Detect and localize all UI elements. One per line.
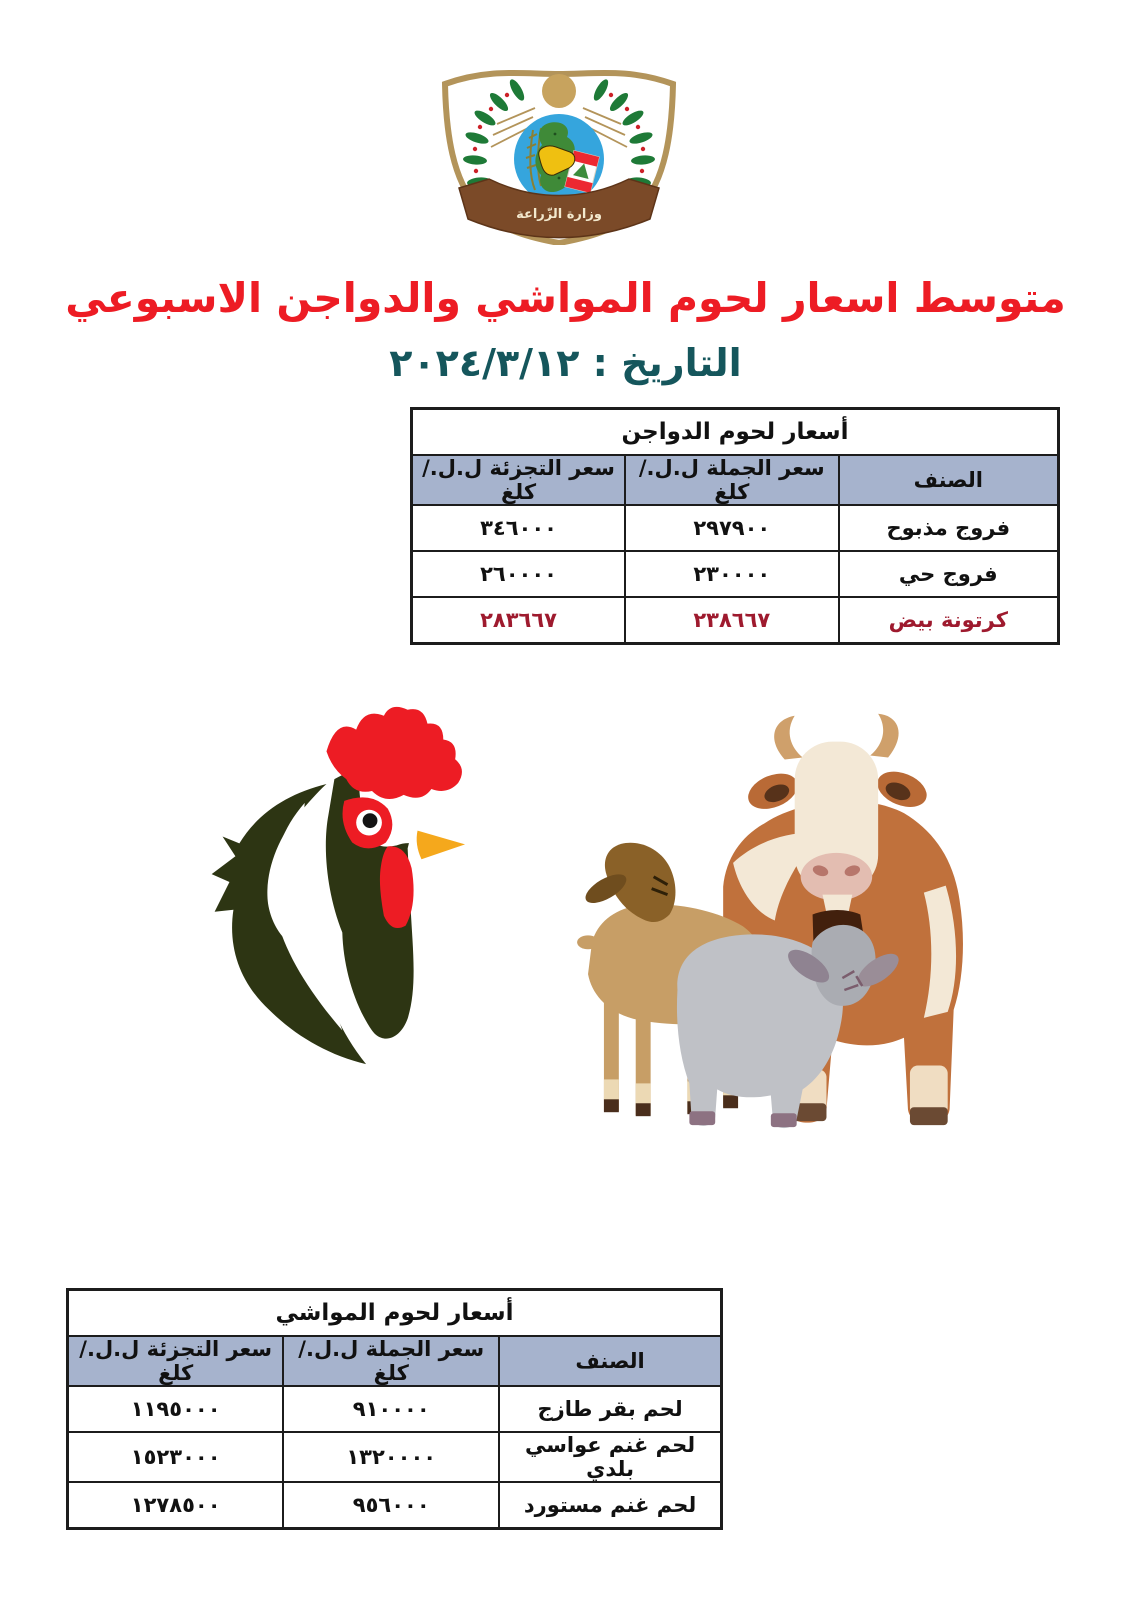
livestock-table-body xyxy=(68,1386,722,1529)
rooster-illustration xyxy=(178,698,470,1073)
item-cell: لحم غنم عواسي بلدي xyxy=(499,1432,721,1482)
col-header-wholesale: سعر الجملة ل.ل./كلغ xyxy=(283,1336,499,1386)
livestock-illustration xyxy=(528,682,966,1144)
col-header-retail: سعر التجزئة ل.ل./كلغ xyxy=(68,1336,284,1386)
poultry-table-title: أسعار لحوم الدواجن xyxy=(412,409,1059,456)
table-row xyxy=(68,1432,722,1482)
retail-cell: ١١٩٥٠٠٠ xyxy=(68,1386,284,1432)
rooster-icon xyxy=(178,698,470,1073)
rooster-eye xyxy=(363,813,378,828)
retail-cell: ١٥٢٣٠٠٠ xyxy=(68,1432,284,1482)
col-header-item: الصنف xyxy=(839,455,1059,505)
retail-cell: ١٢٧٨٥٠٠ xyxy=(68,1482,284,1529)
item-cell: لحم بقر طازج xyxy=(499,1386,721,1432)
wholesale-cell: ١٣٢٠٠٠٠ xyxy=(283,1432,499,1482)
table-row xyxy=(68,1482,722,1529)
poultry-title-row xyxy=(412,409,1059,456)
col-header-wholesale: سعر الجملة ل.ل./كلغ xyxy=(625,455,839,505)
item-cell: لحم غنم مستورد xyxy=(499,1482,721,1529)
retail-cell: ٣٤٦٠٠٠ xyxy=(412,505,626,551)
wholesale-cell: ٩١٠٠٠٠ xyxy=(283,1386,499,1432)
cow-goat-sheep-icon xyxy=(528,682,966,1144)
livestock-table-title: أسعار لحوم المواشي xyxy=(68,1290,722,1337)
wholesale-cell: ٢٣٨٦٦٧ xyxy=(625,597,839,644)
livestock-price-table xyxy=(66,1288,723,1530)
table-row xyxy=(412,597,1059,644)
wholesale-cell: ٢٣٠٠٠٠ xyxy=(625,551,839,597)
banner-text: وزارة الزّراعة xyxy=(516,207,602,222)
ministry-emblem-icon xyxy=(428,60,690,245)
rooster-beak xyxy=(417,831,465,860)
wholesale-cell: ٢٩٧٩٠٠ xyxy=(625,505,839,551)
poultry-price-table xyxy=(410,407,1060,645)
ministry-of-agriculture-emblem xyxy=(428,60,690,245)
livestock-title-row xyxy=(68,1290,722,1337)
livestock-header-row xyxy=(68,1336,722,1386)
wholesale-cell: ٩٥٦٠٠٠ xyxy=(283,1482,499,1529)
col-header-retail: سعر التجزئة ل.ل./كلغ xyxy=(412,455,626,505)
table-row xyxy=(412,505,1059,551)
sun-icon xyxy=(542,74,576,108)
item-cell: فروج حي xyxy=(839,551,1059,597)
retail-cell: ٢٦٠٠٠٠ xyxy=(412,551,626,597)
page-title: متوسط اسعار لحوم المواشي والدواجن الاسبوعي xyxy=(65,274,1066,322)
col-header-item: الصنف xyxy=(499,1336,721,1386)
item-cell: فروج مذبوح xyxy=(839,505,1059,551)
table-row xyxy=(412,551,1059,597)
item-cell: كرتونة بيض xyxy=(839,597,1059,644)
table-row xyxy=(68,1386,722,1432)
poultry-header-row xyxy=(412,455,1059,505)
date-line: التاريخ : ٢٠٢٤/٣/١٢ xyxy=(389,341,742,385)
rooster-wattle xyxy=(380,846,414,928)
poultry-table-body xyxy=(412,505,1059,644)
retail-cell: ٢٨٣٦٦٧ xyxy=(412,597,626,644)
